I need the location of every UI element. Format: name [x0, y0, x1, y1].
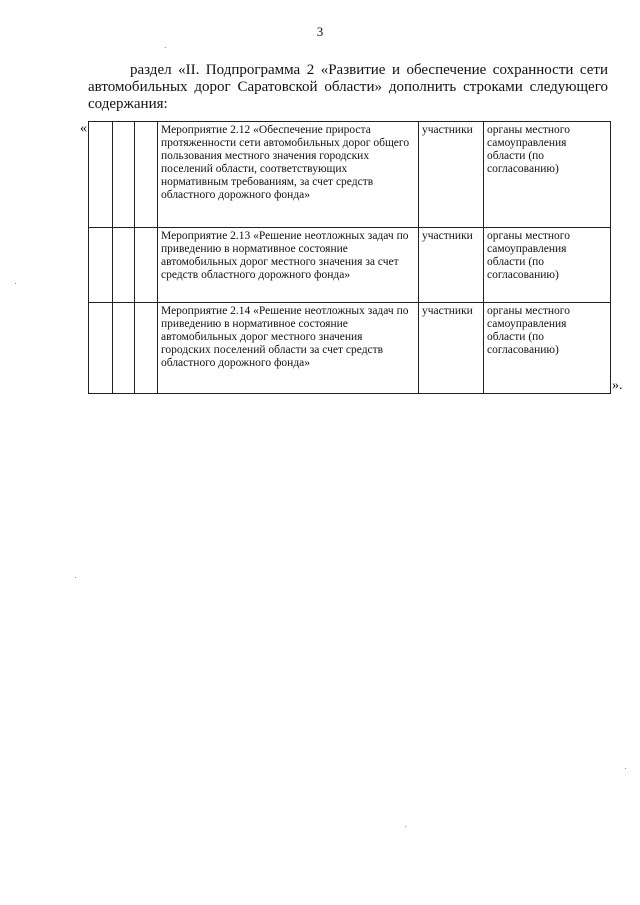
empty-cell: [135, 228, 158, 303]
event-cell: Мероприятие 2.12 «Обеспечение прироста протяженности сети автомобильных дорог общего пользования местного значения городских поселений области, соответствующих нормативным требованиям, за счет средств областного дорожного фонда»: [158, 122, 419, 228]
scan-speck: [625, 768, 626, 769]
empty-cell: [135, 303, 158, 394]
empty-cell: [89, 303, 113, 394]
empty-cell: [89, 122, 113, 228]
role-cell: участники: [419, 122, 484, 228]
empty-cell: [89, 228, 113, 303]
scan-speck: [165, 47, 166, 48]
empty-cell: [135, 122, 158, 228]
quote-open: «: [80, 121, 87, 136]
amendment-table: [88, 121, 611, 394]
intro-paragraph: раздел «II. Подпрограмма 2 «Развитие и обеспечение сохранности сети автомобильных дорог Саратовской области» дополнить строками следующего содержания:: [88, 62, 608, 112]
quote-close: ».: [612, 378, 623, 393]
role-cell: участники: [419, 228, 484, 303]
empty-cell: [113, 122, 135, 228]
table-row: [89, 303, 611, 394]
role-cell: участники: [419, 303, 484, 394]
table-row: [89, 122, 611, 228]
executor-cell: органы местного самоуправления области (по согласованию): [484, 303, 611, 394]
event-cell: Мероприятие 2.13 «Решение неотложных задач по приведению в нормативное состояние автомобильных дорог местного значения за счет средств областного дорожного фонда»: [158, 228, 419, 303]
page-number: 3: [316, 24, 324, 39]
empty-cell: [113, 228, 135, 303]
scan-speck: [405, 826, 406, 827]
empty-cell: [113, 303, 135, 394]
scan-speck: [15, 283, 16, 284]
event-cell: Мероприятие 2.14 «Решение неотложных задач по приведению в нормативное состояние автомобильных дорог местного значения городских поселений области за счет средств областного дорожного фонда»: [158, 303, 419, 394]
executor-cell: органы местного самоуправления области (по согласованию): [484, 122, 611, 228]
scan-speck: [75, 577, 76, 578]
table-row: [89, 228, 611, 303]
executor-cell: органы местного самоуправления области (по согласованию): [484, 228, 611, 303]
